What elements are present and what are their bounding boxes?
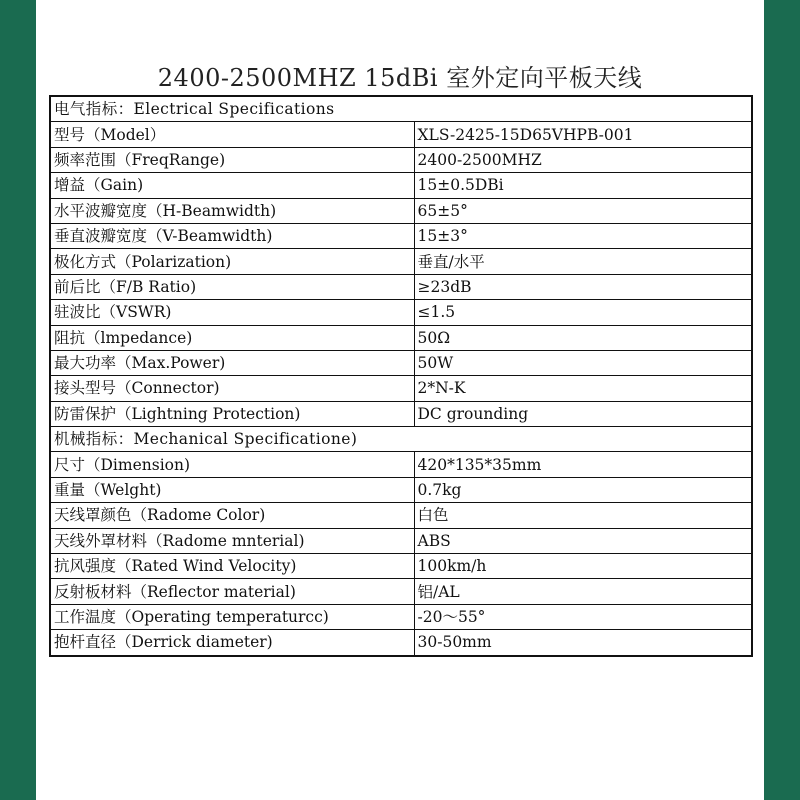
spec-value: XLS-2425-15D65VHPB-001 [414, 122, 752, 147]
spec-value: -20～55° [414, 604, 752, 629]
table-row [50, 376, 752, 401]
spec-label: 极化方式（Polarization) [50, 249, 414, 274]
spec-value: 0.7kg [414, 477, 752, 502]
spec-label: 工作温度（Operating temperaturcc) [50, 604, 414, 629]
table-row [50, 350, 752, 375]
spec-value: 65±5° [414, 198, 752, 223]
table-row [50, 173, 752, 198]
spec-label: 垂直波瓣宽度（V-Beamwidth) [50, 223, 414, 248]
spec-label: 最大功率（Max.Power) [50, 350, 414, 375]
table-row [50, 147, 752, 172]
table-row [50, 198, 752, 223]
spec-label: 阻抗（lmpedance) [50, 325, 414, 350]
spec-value: 50Ω [414, 325, 752, 350]
table-row [50, 122, 752, 147]
electrical-section-header [50, 96, 752, 122]
spec-label: 防雷保护（Lightning Protection) [50, 401, 414, 426]
spec-label: 抱杆直径（Derrick diameter) [50, 630, 414, 656]
table-row [50, 554, 752, 579]
table-row [50, 223, 752, 248]
spec-label: 前后比（F/B Ratio) [50, 274, 414, 299]
spec-table [49, 95, 753, 657]
spec-value: ABS [414, 528, 752, 553]
spec-label: 频率范围（FreqRange) [50, 147, 414, 172]
table-row [50, 325, 752, 350]
spec-value: 50W [414, 350, 752, 375]
spec-value: ≤1.5 [414, 300, 752, 325]
spec-value: DC grounding [414, 401, 752, 426]
spec-label: 反射板材料（Reflector material) [50, 579, 414, 604]
spec-label: 重量（Welght) [50, 477, 414, 502]
spec-label: 水平波瓣宽度（H-Beamwidth) [50, 198, 414, 223]
spec-label: 增益（Gain) [50, 173, 414, 198]
spec-value: 15±3° [414, 223, 752, 248]
spec-label: 抗风强度（Rated Wind Velocity) [50, 554, 414, 579]
table-row [50, 452, 752, 477]
table-row [50, 528, 752, 553]
spec-label: 型号（Model） [50, 122, 414, 147]
spec-label: 驻波比（VSWR) [50, 300, 414, 325]
table-row [50, 274, 752, 299]
spec-label: 天线外罩材料（Radome mnterial) [50, 528, 414, 553]
table-row [50, 503, 752, 528]
spec-label: 接头型号（Connector) [50, 376, 414, 401]
spec-value: 100km/h [414, 554, 752, 579]
table-row [50, 477, 752, 502]
spec-label: 尺寸（Dimension) [50, 452, 414, 477]
section-title: 电气指标：Electrical Specifications [50, 96, 752, 122]
table-row [50, 300, 752, 325]
spec-value: 15±0.5DBi [414, 173, 752, 198]
mechanical-section-header [50, 427, 752, 452]
spec-value: 420*135*35mm [414, 452, 752, 477]
spec-value: 白色 [414, 503, 752, 528]
page-title: 2400-2500MHZ 15dBi 室外定向平板天线 [157, 64, 643, 92]
table-row [50, 249, 752, 274]
table-row [50, 604, 752, 629]
table-row [50, 401, 752, 426]
spec-label: 天线罩颜色（Radome Color) [50, 503, 414, 528]
spec-sheet [36, 0, 764, 800]
spec-value: 2400-2500MHZ [414, 147, 752, 172]
spec-value: ≥23dB [414, 274, 752, 299]
spec-value: 30-50mm [414, 630, 752, 656]
spec-value: 铝/AL [414, 579, 752, 604]
table-row [50, 630, 752, 656]
section-title: 机械指标：Mechanical Specificatione) [50, 427, 752, 452]
spec-value: 2*N-K [414, 376, 752, 401]
table-row [50, 579, 752, 604]
spec-value: 垂直/水平 [414, 249, 752, 274]
